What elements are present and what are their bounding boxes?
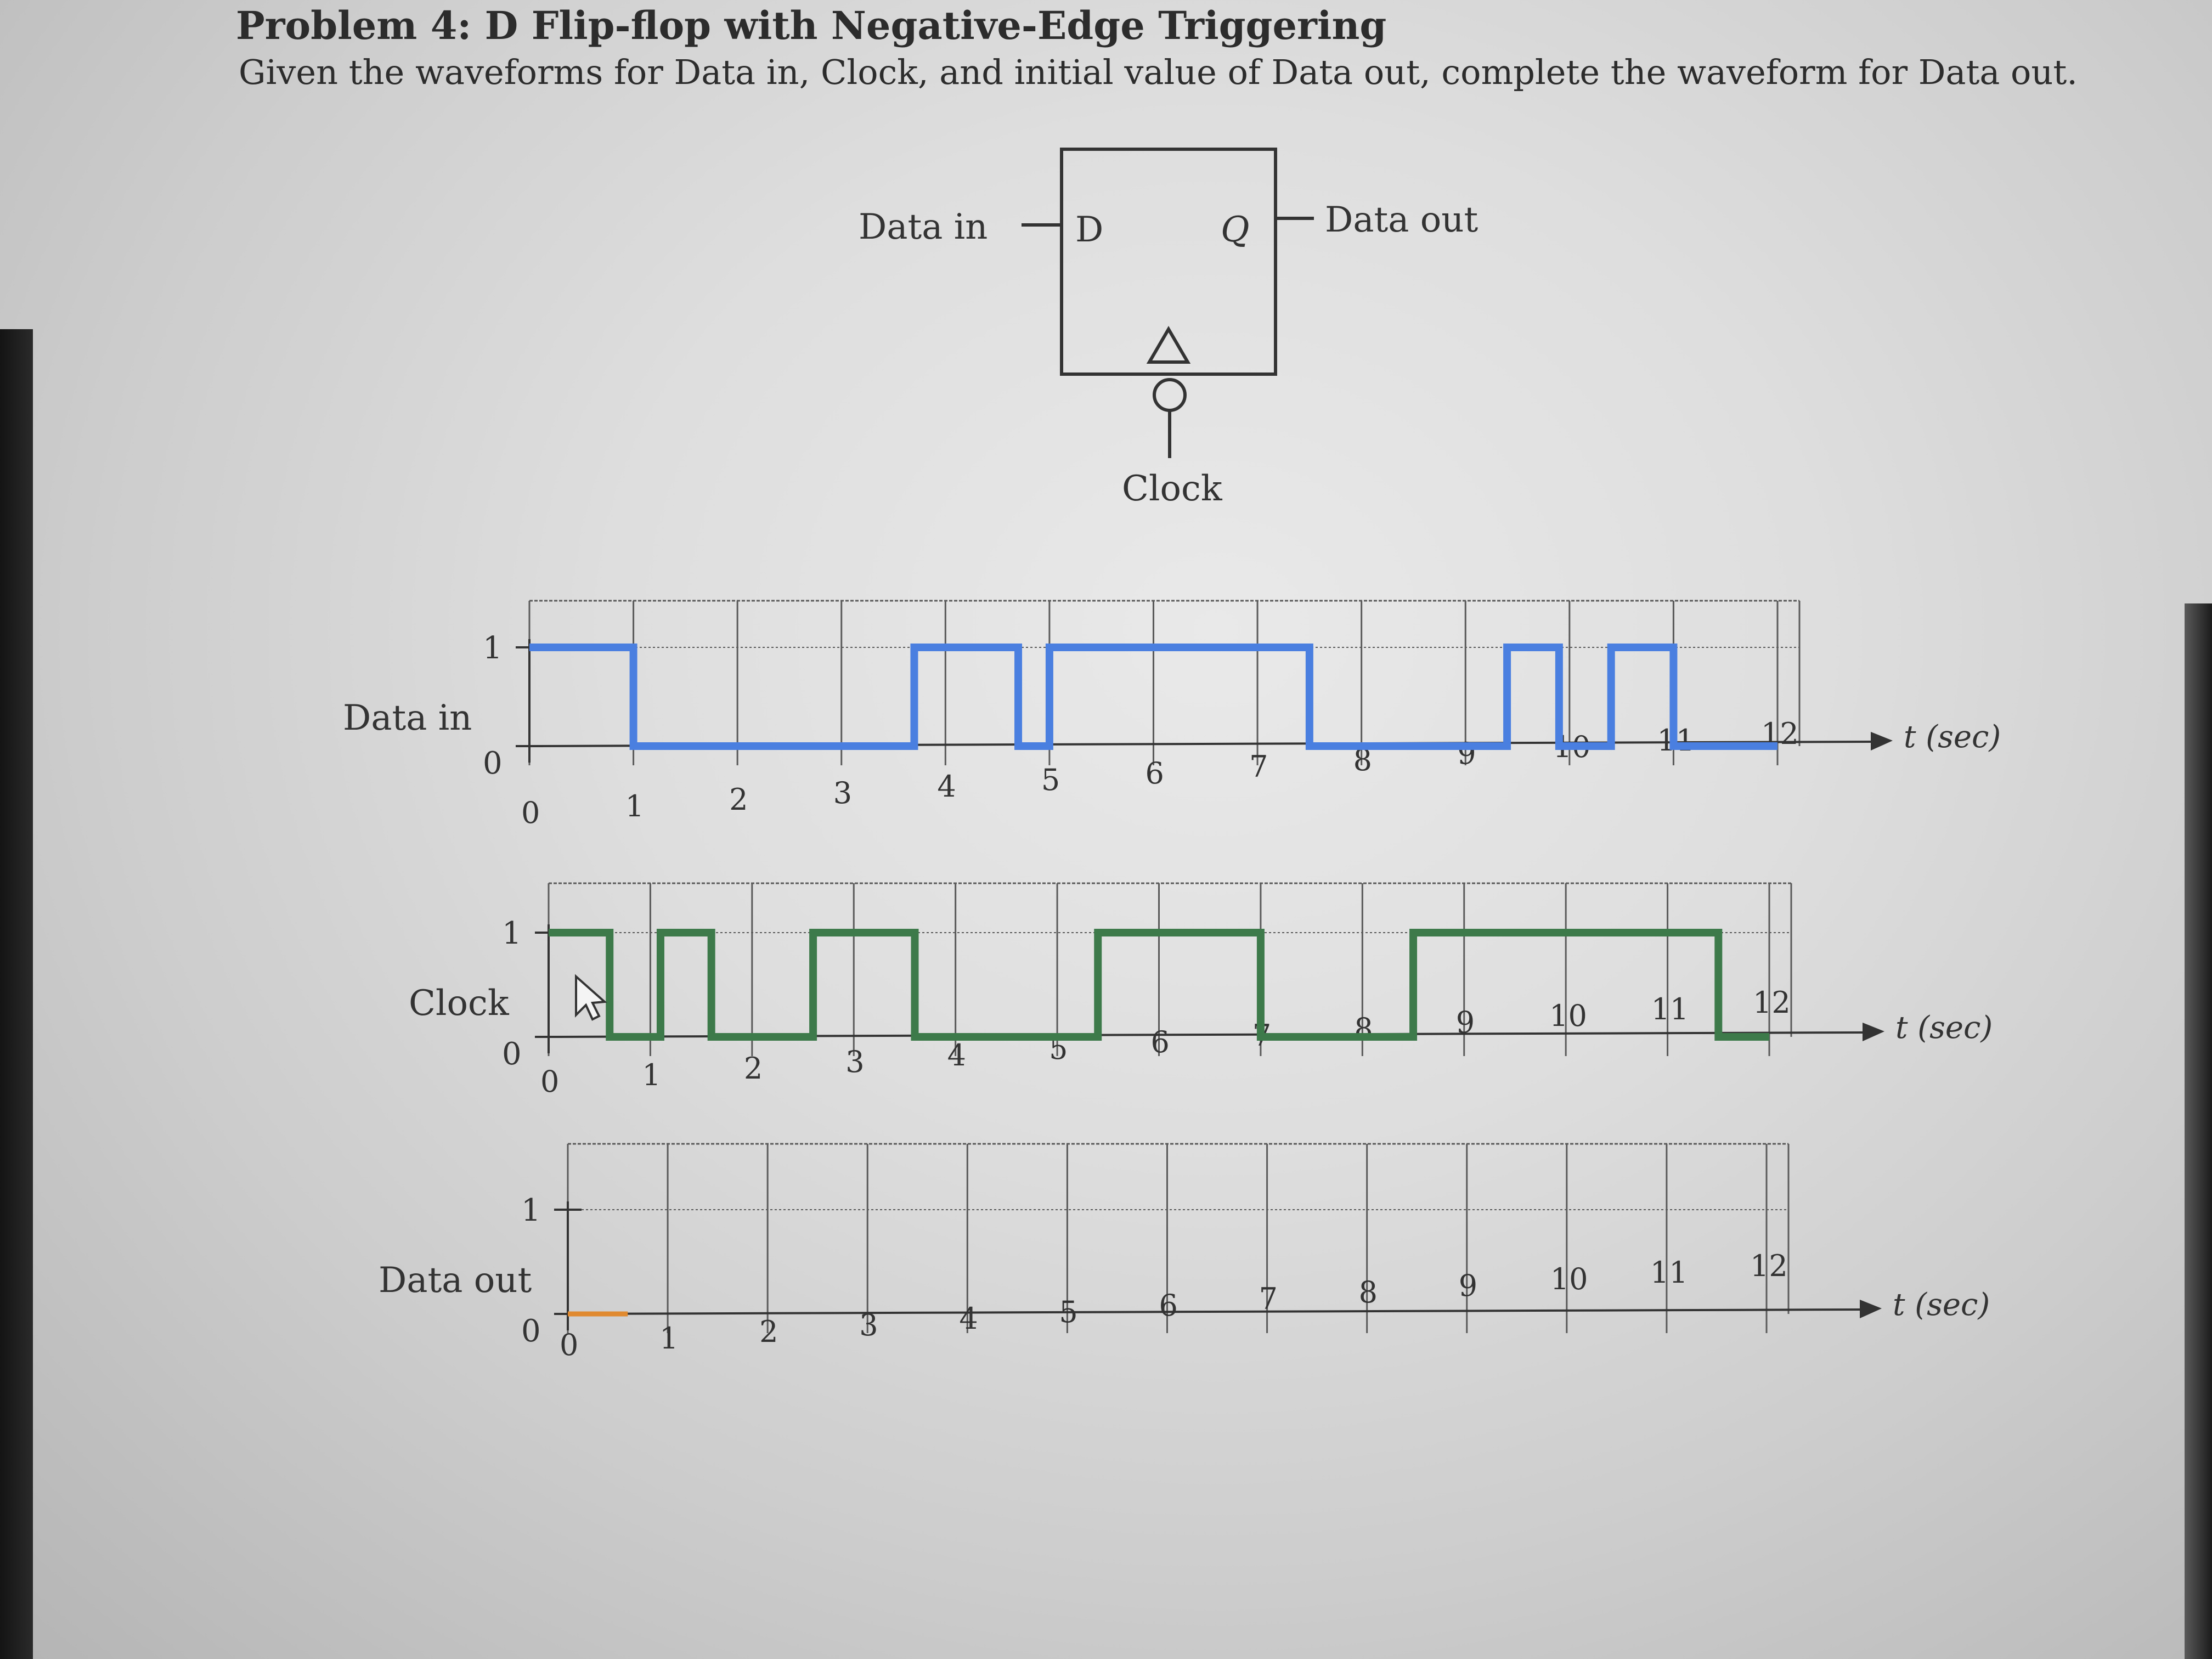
waveform-panel-2 [409, 883, 1993, 1099]
q-pin-label: Q [1221, 210, 1250, 250]
x-tick-label-2: 2 [729, 782, 748, 817]
clock-edge-triangle-icon [1149, 329, 1188, 362]
x-tick-label-11: 11 [1650, 1255, 1688, 1290]
waveform-panel-3 [379, 1144, 1990, 1362]
x-tick-label-5: 5 [1059, 1295, 1078, 1329]
x-tick-label-6: 6 [1150, 1025, 1170, 1059]
x-tick-label-8: 8 [1353, 743, 1373, 777]
x-tick-label-10: 10 [1549, 998, 1587, 1033]
x-tick-label-10: 10 [1550, 1262, 1588, 1296]
x-tick-label-3: 3 [845, 1045, 865, 1079]
x-tick-label-11: 11 [1657, 723, 1695, 758]
y-tick-label-1: 1 [502, 916, 522, 951]
problem-title: Problem 4: D Flip-flop with Negative-Edge Triggering [236, 3, 1387, 48]
x-axis-arrow-icon [1871, 732, 1893, 751]
x-axis-label: t (sec) [1904, 719, 2001, 755]
x-tick-label-1: 1 [659, 1321, 679, 1356]
x-tick-label-1: 1 [642, 1058, 661, 1092]
x-axis-label: t (sec) [1895, 1010, 1993, 1046]
y-tick-label-1: 1 [483, 630, 503, 666]
data-in-label: Data in [859, 207, 988, 247]
x-tick-label-11: 11 [1651, 992, 1689, 1026]
x-tick-label-12: 12 [1750, 1249, 1788, 1283]
y-axis-label: Data out [379, 1260, 532, 1301]
d-pin-label: D [1075, 210, 1104, 250]
x-tick-label-10: 10 [1553, 730, 1591, 764]
x-tick-label-3: 3 [833, 776, 853, 810]
x-tick-label-6: 6 [1159, 1288, 1178, 1323]
x-axis-arrow-icon [1860, 1300, 1882, 1318]
x-tick-label-1: 1 [625, 789, 644, 823]
problem-instruction: Given the waveforms for Data in, Clock, and initial value of Data out, complete the waveform for Data out. [239, 52, 2078, 92]
x-tick-label-4: 4 [937, 769, 956, 804]
x-tick-label-7: 7 [1249, 749, 1268, 784]
y-axis-label: Data in [343, 698, 472, 738]
x-tick-label-5: 5 [1041, 763, 1060, 797]
y-tick-label-0: 0 [483, 746, 503, 781]
data-out-label: Data out [1325, 200, 1479, 240]
x-tick-label-5: 5 [1049, 1031, 1068, 1066]
x-tick-label-4: 4 [947, 1038, 967, 1073]
waveform-panel-1 [343, 601, 2001, 830]
clock-inversion-bubble-icon [1154, 380, 1185, 410]
x-tick-label-0: 0 [540, 1064, 560, 1099]
x-tick-label-7: 7 [1252, 1018, 1272, 1053]
x-axis-arrow-icon [1863, 1023, 1884, 1041]
x-tick-label-0: 0 [560, 1328, 579, 1362]
x-tick-label-9: 9 [1455, 1005, 1475, 1040]
x-tick-label-6: 6 [1145, 756, 1164, 791]
x-tick-label-4: 4 [959, 1301, 978, 1336]
x-tick-label-3: 3 [859, 1308, 878, 1342]
x-tick-label-12: 12 [1753, 985, 1791, 1020]
x-tick-label-2: 2 [759, 1314, 778, 1349]
y-tick-label-1: 1 [521, 1193, 541, 1228]
waveform-plots [343, 601, 2001, 1362]
clock-label: Clock [1122, 469, 1222, 509]
y-tick-label-0: 0 [502, 1036, 522, 1072]
x-axis-label: t (sec) [1893, 1287, 1990, 1323]
x-tick-label-7: 7 [1259, 1282, 1278, 1316]
flipflop-box [1062, 149, 1276, 374]
x-tick-label-12: 12 [1761, 716, 1799, 751]
x-tick-label-0: 0 [521, 795, 540, 830]
x-tick-label-2: 2 [743, 1051, 763, 1086]
flipflop-block [859, 149, 1478, 509]
x-tick-label-8: 8 [1354, 1012, 1373, 1046]
x-tick-label-9: 9 [1457, 736, 1476, 771]
x-tick-label-9: 9 [1458, 1268, 1478, 1303]
y-axis-label: Clock [409, 983, 509, 1024]
y-tick-label-0: 0 [521, 1313, 541, 1349]
x-tick-label-8: 8 [1358, 1275, 1378, 1310]
mouse-cursor-icon [576, 977, 605, 1019]
